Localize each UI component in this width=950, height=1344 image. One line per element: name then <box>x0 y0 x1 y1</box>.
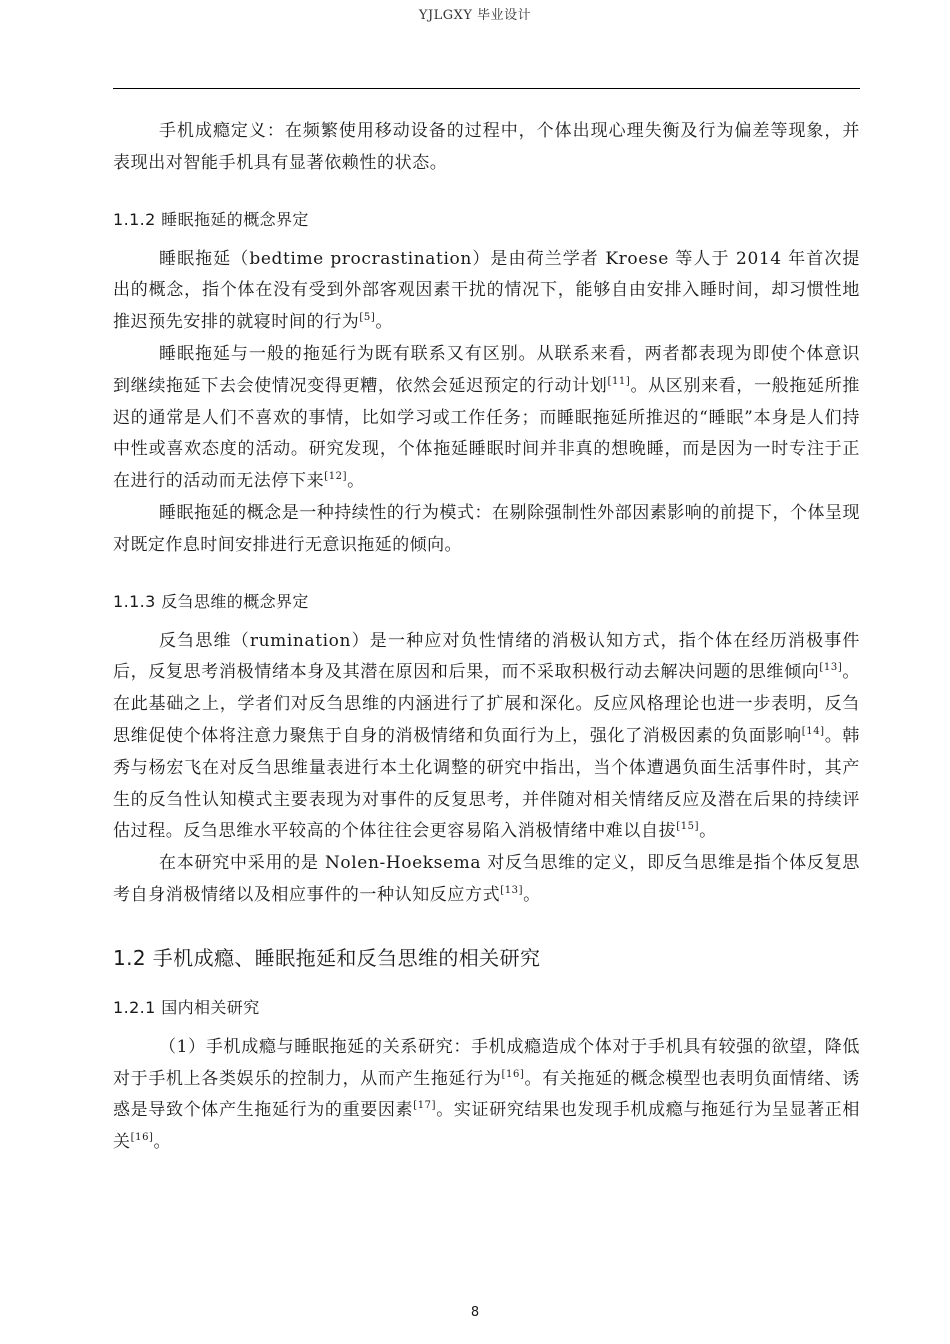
citation: [13] <box>500 884 524 896</box>
bedtime-procrastination-definition-paragraph <box>113 244 860 339</box>
heading-1-1-2: 1.1.2 睡眠拖延的概念界定 <box>113 209 309 229</box>
paragraph-text: 。 <box>347 471 365 492</box>
paragraph-text: 。 <box>375 312 393 333</box>
rumination-study-definition-paragraph <box>113 848 860 912</box>
citation: [11] <box>607 375 631 387</box>
heading-1-1-3: 1.1.3 反刍思维的概念界定 <box>113 591 309 611</box>
paragraph-text: 反刍思维（rumination）是一种应对负性情绪的消极认知方式，指个体在经历消极事件后，反复思考消极情绪本身及其潜在原因和后果，而不采取积极行动去解决问题的思维倾向 <box>113 630 860 683</box>
paragraph-text: 。实证研究结果也发现手机成瘾与拖延行为呈显著正相关 <box>113 1100 860 1153</box>
paragraph-text: 睡眠拖延与一般的拖延行为既有联系又有区别。从联系来看，两者都表现为即使个体意识到继续拖延下去会使情况变得更糟，依然会延迟预定的行动计划 <box>113 343 860 396</box>
page-number: 8 <box>470 1305 480 1320</box>
addiction-definition-paragraph: 手机成瘾定义：在频繁使用移动设备的过程中，个体出现心理失衡及行为偏差等现象，并表现出对智能手机具有显著依赖性的状态。 <box>113 121 860 173</box>
citation: [5] <box>359 312 376 324</box>
rumination-definition-paragraph <box>113 626 860 849</box>
paragraph-text: 。 <box>699 821 717 842</box>
citation: [13] <box>819 662 843 674</box>
paragraph-text: 在本研究中采用的是 Nolen-Hoeksema 对反刍思维的定义，即反刍思维是指个体反复思考自身消极情绪以及相应事件的一种认知反应方式 <box>113 853 860 905</box>
paragraph-text: 。韩秀与杨宏飞在对反刍思维量表进行本土化调整的研究中指出，当个体遭遇负面生活事件时，其产生的反刍性认知模式主要表现为对事件的反复思考，并伴随对相关情绪反应及潜在后果的持续评估过程。反刍思维水平较高的个体往往会更容易陷入消极情绪中难以自拔 <box>113 725 860 842</box>
procrastination-comparison-paragraph <box>113 339 860 498</box>
page-body <box>113 116 860 1159</box>
header-divider <box>113 88 860 89</box>
bedtime-procrastination-summary-paragraph: 睡眠拖延的概念是一种持续性的行为模式：在剔除强制性外部因素影响的前提下，个体呈现对既定作息时间安排进行无意识拖延的倾向。 <box>113 502 860 555</box>
heading-1-2: 1.2 手机成瘾、睡眠拖延和反刍思维的相关研究 <box>113 945 541 970</box>
citation: [14] <box>801 725 825 737</box>
citation: [17] <box>413 1100 437 1112</box>
paragraph-text: （1）手机成瘾与睡眠拖延的关系研究：手机成瘾造成个体对于手机具有较强的欲望，降低对于手机上各类娱乐的控制力，从而产生拖延行为 <box>113 1036 860 1089</box>
citation: [12] <box>324 471 348 483</box>
citation: [15] <box>676 821 700 833</box>
heading-1-2-1: 1.2.1 国内相关研究 <box>113 997 260 1017</box>
paragraph-text: 。在此基础之上，学者们对反刍思维的内涵进行了扩展和深化。反应风格理论也进一步表明，反刍思维促使个体将注意力聚焦于自身的消极情绪和负面行为上，强化了消极因素的负面影响 <box>113 662 861 746</box>
citation: [16] <box>501 1068 525 1080</box>
paragraph-text: 。有关拖延的概念模型也表明负面情绪、诱惑是导致个体产生拖延行为的重要因素 <box>113 1068 860 1121</box>
paragraph-text: 睡眠拖延（bedtime procrastination）是由荷兰学者 Kroese 等人于 2014 年首次提出的概念，指个体在没有受到外部客观因素干扰的情况下，能够自由安排入睡时间，却习惯性地推迟预先安排的就寝时间的行为 <box>113 248 860 333</box>
paragraph-text: 。 <box>153 1132 172 1153</box>
paragraph-text: 。 <box>523 884 541 905</box>
paragraph-text: 。从区别来看，一般拖延所推迟的通常是人们不喜欢的事情，比如学习或工作任务；而睡眠拖延所推迟的“睡眠”本身是人们持中性或喜欢态度的活动。研究发现，个体拖延睡眠时间并非真的想晚睡，而是因为一时专注于正在进行的活动而无法停下来 <box>113 375 860 492</box>
domestic-research-paragraph <box>113 1032 860 1159</box>
citation: [16] <box>130 1132 154 1144</box>
page-header: YJLGXY 毕业设计 <box>418 8 532 23</box>
